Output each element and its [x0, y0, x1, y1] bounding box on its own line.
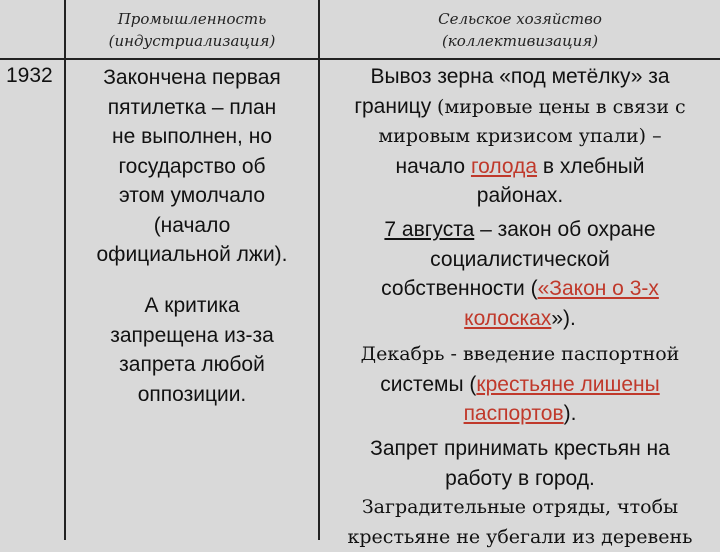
agri-line: районах.: [320, 181, 720, 211]
agri-text: начало: [396, 155, 471, 178]
agri-line: крестьяне не убегали из деревень: [320, 523, 720, 552]
header-divider: [0, 58, 720, 60]
industry-line: Закончена первая: [66, 63, 318, 93]
agri-text: – закон об охране: [474, 218, 655, 241]
highlight-passports: паспортов: [464, 402, 564, 425]
industry-line: официальной лжи).: [66, 240, 318, 270]
industry-line: государство об: [66, 152, 318, 182]
agri-text: границу: [354, 95, 437, 118]
agri-text: (мировые цены в связи с: [437, 96, 686, 118]
agri-text: ).: [564, 402, 577, 425]
agriculture-text: [320, 62, 720, 211]
header-industry-subtitle: (индустриализация): [66, 30, 318, 52]
agri-line: Вывоз зерна «под метёлку» за: [320, 62, 720, 92]
industry-line: запрещена из-за: [66, 321, 318, 351]
agri-line: работу в город.: [320, 464, 720, 494]
header-agri-title: Сельское хозяйство: [320, 8, 720, 30]
industry-line: (начало: [66, 211, 318, 241]
agri-text: системы (: [380, 373, 476, 396]
industry-criticism: [66, 291, 318, 409]
agriculture-law: [320, 215, 720, 333]
agri-line: Декабрь - введение паспортной: [320, 340, 720, 370]
agri-text: в хлебный: [537, 155, 644, 178]
agri-text: »).: [551, 307, 576, 330]
industry-line: этом умолчало: [66, 181, 318, 211]
industry-line: пятилетка – план: [66, 93, 318, 123]
industry-line: не выполнен, но: [66, 122, 318, 152]
industry-line: оппозиции.: [66, 380, 318, 410]
highlight-no-passports: крестьяне лишены: [476, 373, 659, 396]
industry-text: [66, 63, 318, 270]
date-august-7: 7 августа: [384, 218, 474, 241]
agri-line: Запрет принимать крестьян на: [320, 434, 720, 464]
header-industry-title: Промышленность: [66, 8, 318, 30]
highlight-law-title-end: колосках: [464, 307, 551, 330]
agri-text: собственности (: [381, 277, 537, 300]
header-agri-subtitle: (коллективизация): [320, 30, 720, 52]
agriculture-passports: [320, 340, 720, 429]
highlight-famine: голода: [471, 155, 537, 178]
header-industry: [66, 8, 318, 52]
industry-line: запрета любой: [66, 350, 318, 380]
header-agriculture: [320, 8, 720, 52]
industry-line: А критика: [66, 291, 318, 321]
agriculture-work-ban: [320, 434, 720, 493]
agri-line: мировым кризисом упали) –: [320, 122, 720, 152]
agri-line: социалистической: [320, 245, 720, 275]
agri-line: Заградительные отряды, чтобы: [320, 493, 720, 523]
year-label: 1932: [6, 64, 53, 88]
agriculture-barrier-units: [320, 493, 720, 552]
highlight-law-title: «Закон о 3-х: [538, 277, 659, 300]
